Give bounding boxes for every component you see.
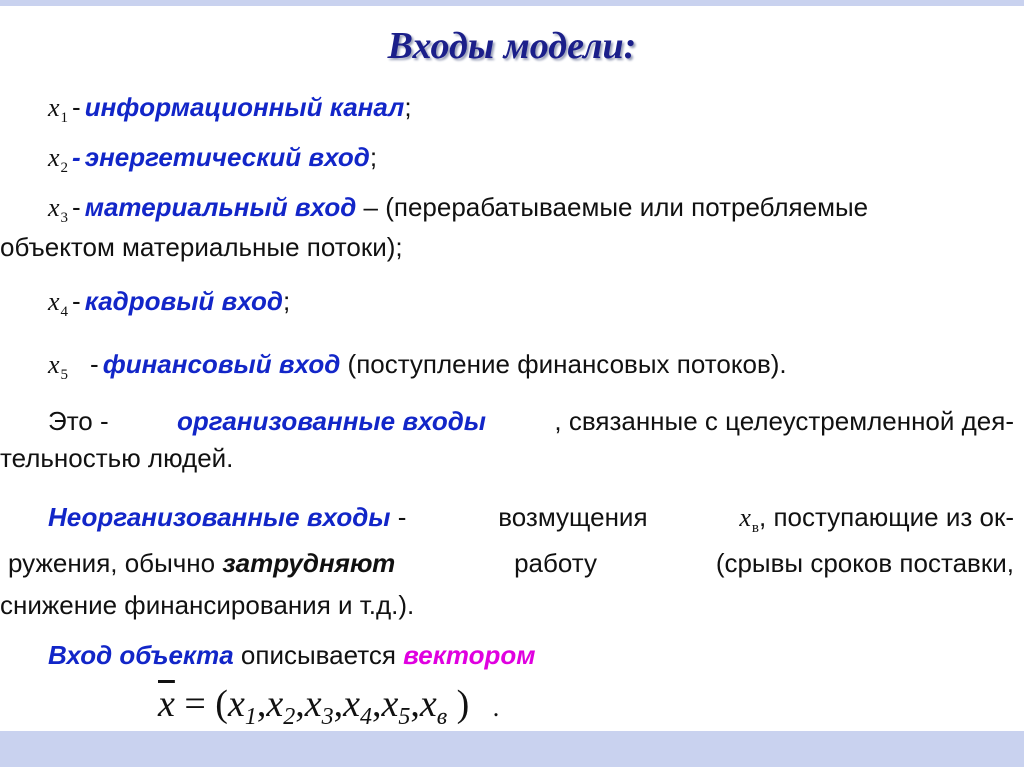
paragraph: Неорганизованные входы - возмущения $x_в$, поступающие из ок- [48, 502, 1014, 536]
list-item: $x_3$ - материальный вход – (перерабатываемые или потребляемые [48, 192, 869, 226]
term: Вход объекта [48, 640, 234, 670]
variable: $x_2$ [48, 143, 69, 176]
variable: $x_3$ [48, 193, 69, 226]
term: информационный канал [84, 92, 405, 122]
variable: $x_1$ [48, 93, 69, 126]
term: финансовый вход [102, 349, 341, 379]
term: организованные входы [177, 406, 486, 436]
term: материальный вход [84, 192, 357, 222]
term: Неорганизованные входы [48, 502, 391, 532]
list-item: $x_2$ - энергетический вход; [48, 142, 378, 176]
variable: $x_в$ [739, 503, 759, 536]
emphasis: затрудняют [222, 548, 396, 578]
list-item: $x_1$ - информационный канал; [48, 92, 412, 126]
variable: $x_5$ [48, 350, 69, 383]
list-item-continuation: объектом материальные потоки); [0, 232, 403, 262]
paragraph-line: снижение финансирования и т.д.). [0, 590, 415, 620]
slide [0, 6, 1024, 731]
paragraph-line: ружения, обычно затрудняют работу (срывы сроков поставки, [8, 548, 1014, 578]
term: кадровый вход [84, 286, 283, 316]
paragraph: Вход объекта описывается вектором [48, 640, 536, 670]
variable: $x_4$ [48, 287, 69, 320]
list-item: $x_4$ - кадровый вход; [48, 286, 291, 320]
list-item: $x_5$ - финансовый вход (поступление финансовых потоков). [48, 349, 787, 383]
term: энергетический вход [84, 142, 370, 172]
slide-title: Входы модели: [387, 25, 637, 67]
highlight-term: вектором [403, 640, 536, 670]
vector-formula: $\overline{x} = (x_1,x_2,x_3,x_4,x_5,x_в$ ) . [158, 683, 500, 730]
paragraph: Это - организованные входы , связанные с целеустремленной дея- тельностью людей. [0, 406, 1014, 473]
